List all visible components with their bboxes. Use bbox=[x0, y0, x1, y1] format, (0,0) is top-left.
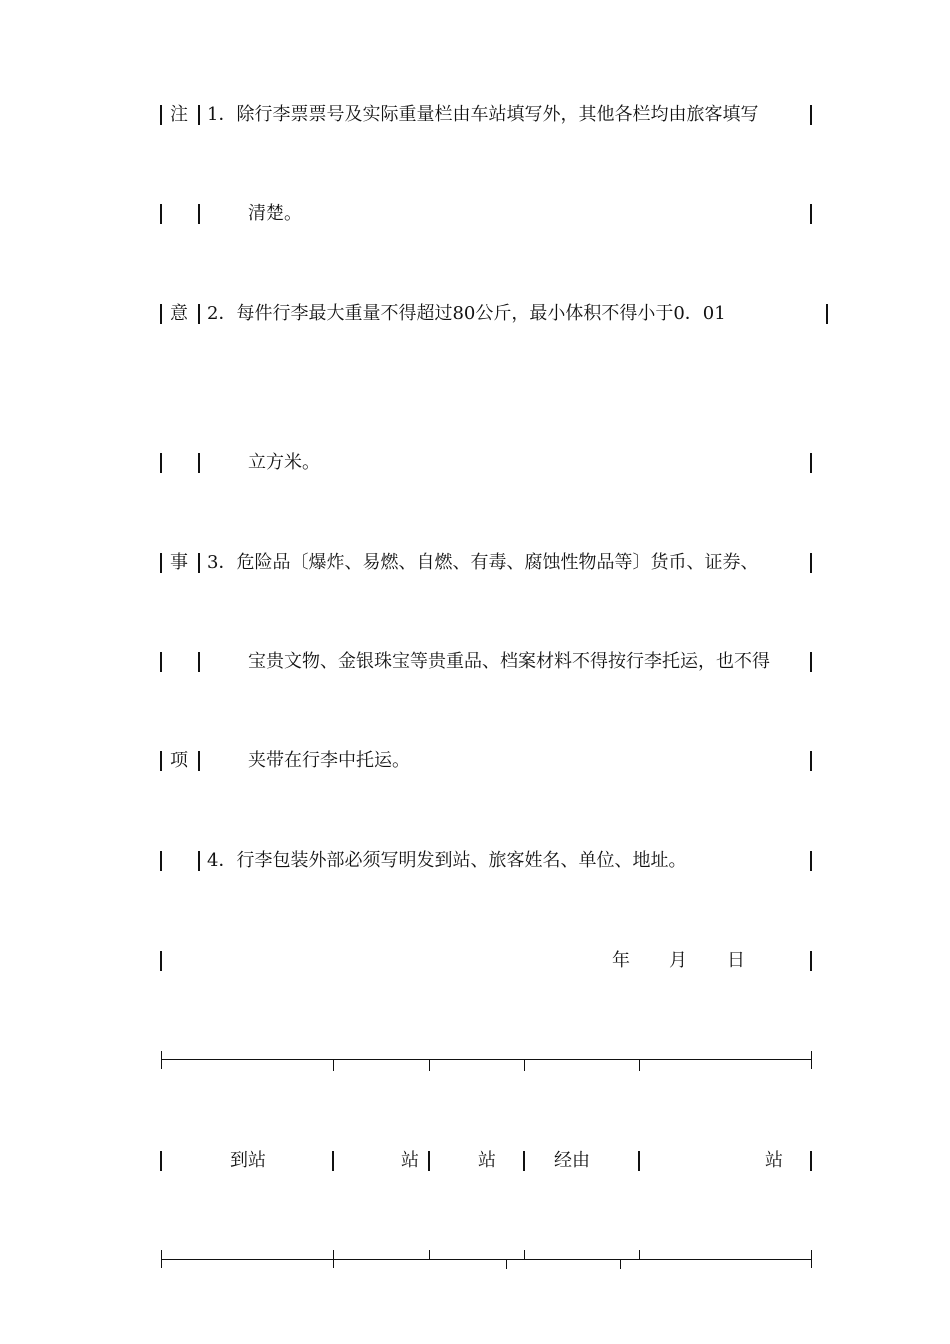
label-divider bbox=[198, 105, 200, 125]
rule-tick bbox=[639, 1250, 640, 1260]
note-line-2-cont: 立方米。 bbox=[248, 452, 320, 473]
rule-tick bbox=[811, 1051, 812, 1069]
right-border bbox=[810, 951, 812, 971]
left-border bbox=[160, 453, 162, 473]
label-divider bbox=[198, 851, 200, 871]
date-month-label: 月 bbox=[669, 950, 687, 971]
right-border bbox=[810, 851, 812, 871]
rule-tick bbox=[161, 1051, 162, 1069]
note-line-3-cont: 宝贵文物、金银珠宝等贵重品、档案材料不得按行李托运，也不得 bbox=[248, 651, 770, 672]
right-border bbox=[810, 751, 812, 771]
rule-tick bbox=[639, 1059, 640, 1071]
cell-station: 站 bbox=[401, 1150, 419, 1171]
cell-station: 站 bbox=[478, 1150, 496, 1171]
note-line-2: 2．每件行李最大重量不得超过80公斤，最小体积不得小于0．01 bbox=[207, 303, 726, 324]
cell-border bbox=[523, 1151, 525, 1171]
note-line-1-cont: 清楚。 bbox=[248, 203, 302, 224]
cell-destination-station: 到站 bbox=[230, 1150, 266, 1171]
table-top-rule bbox=[161, 1059, 812, 1060]
label-divider bbox=[198, 204, 200, 224]
right-border bbox=[810, 652, 812, 672]
right-border bbox=[810, 453, 812, 473]
cell-border bbox=[638, 1151, 640, 1171]
note-line-3: 3．危险品〔爆炸、易燃、自燃、有毒、腐蚀性物品等〕货币、证券、 bbox=[207, 552, 759, 573]
left-border bbox=[160, 652, 162, 672]
left-border bbox=[160, 851, 162, 871]
right-border bbox=[810, 553, 812, 573]
cell-border bbox=[810, 1151, 812, 1171]
label-divider bbox=[198, 652, 200, 672]
right-border bbox=[810, 105, 812, 125]
cell-via: 经由 bbox=[554, 1150, 590, 1171]
left-border bbox=[160, 751, 162, 771]
cell-border bbox=[428, 1151, 430, 1171]
left-border bbox=[160, 105, 162, 125]
rule-tick bbox=[811, 1250, 812, 1268]
date-year-label: 年 bbox=[612, 950, 630, 971]
cell-border bbox=[332, 1151, 334, 1171]
rule-tick bbox=[524, 1059, 525, 1071]
side-label-zhu: 注 bbox=[170, 104, 188, 125]
note-line-3-end: 夹带在行李中托运。 bbox=[248, 750, 410, 771]
note-line-4: 4．行李包装外部必须写明发到站、旅客姓名、单位、地址。 bbox=[207, 850, 687, 871]
side-label-shi: 事 bbox=[170, 552, 188, 573]
note-line-1: 1．除行李票票号及实际重量栏由车站填写外，其他各栏均由旅客填写 bbox=[207, 104, 759, 125]
side-label-yi: 意 bbox=[170, 303, 188, 324]
rule-tick bbox=[429, 1250, 430, 1260]
left-border bbox=[160, 204, 162, 224]
label-divider bbox=[198, 304, 200, 324]
rule-tick bbox=[524, 1250, 525, 1260]
cell-border bbox=[160, 1151, 162, 1171]
cell-station: 站 bbox=[765, 1150, 783, 1171]
left-border bbox=[160, 553, 162, 573]
rule-tick bbox=[506, 1259, 507, 1269]
label-divider bbox=[198, 553, 200, 573]
left-border bbox=[160, 951, 162, 971]
rule-tick bbox=[620, 1259, 621, 1269]
table-bottom-rule bbox=[161, 1259, 812, 1260]
right-border bbox=[810, 204, 812, 224]
rule-tick bbox=[429, 1059, 430, 1071]
label-divider bbox=[198, 453, 200, 473]
label-divider bbox=[198, 751, 200, 771]
left-border bbox=[160, 304, 162, 324]
rule-tick bbox=[333, 1250, 334, 1268]
side-label-xiang: 项 bbox=[170, 750, 188, 771]
right-border bbox=[826, 304, 828, 324]
rule-tick bbox=[333, 1059, 334, 1071]
date-day-label: 日 bbox=[727, 950, 745, 971]
